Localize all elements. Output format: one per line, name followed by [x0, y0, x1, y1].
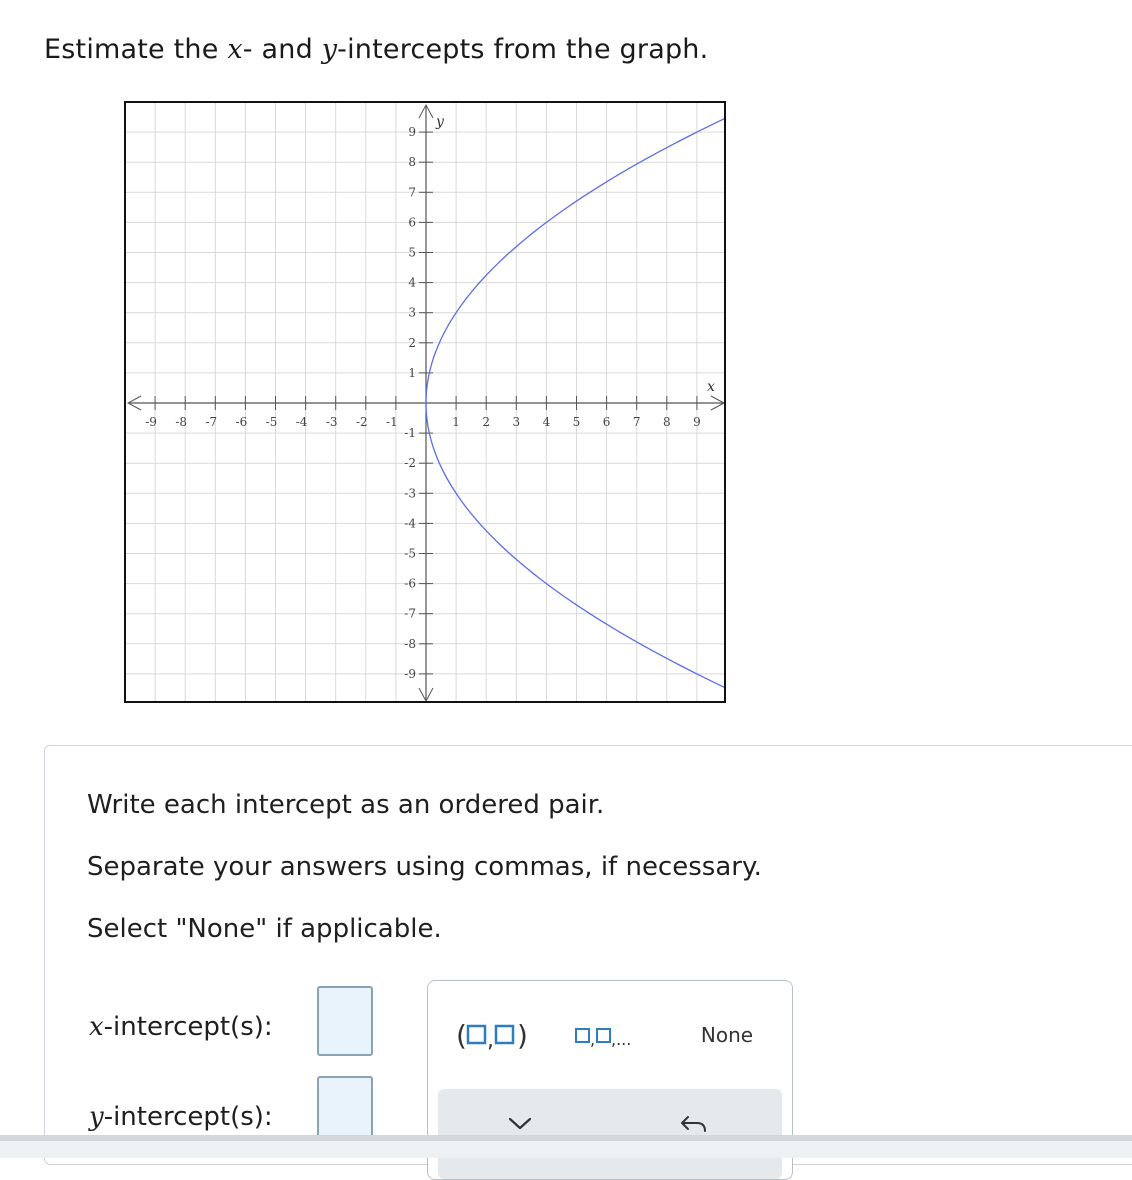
x-tick-label: -2	[355, 415, 368, 429]
x-tick-label: -5	[265, 415, 278, 429]
x-tick-label: -8	[175, 415, 188, 429]
question-suffix: -intercepts from the graph.	[337, 34, 709, 65]
question-middle: - and	[242, 34, 322, 65]
x-tick-label: 9	[693, 415, 701, 429]
x-tick-label: 1	[452, 415, 460, 429]
x-intercept-input[interactable]	[317, 986, 373, 1056]
y-tick-label: 1	[408, 365, 416, 380]
x-intercept-label	[89, 1012, 273, 1042]
y-tick-label: 8	[408, 155, 416, 170]
graph	[124, 101, 726, 703]
y-tick-label: -7	[404, 606, 416, 621]
x-tick-label: 8	[662, 415, 671, 429]
x-tick-label: -7	[205, 415, 218, 429]
y-intercept-label-text: -intercept(s):	[103, 1102, 273, 1132]
y-tick-label: -8	[404, 636, 416, 651]
y-intercept-label	[89, 1102, 273, 1132]
y-tick-label: 9	[408, 125, 416, 140]
x-tick-label: -1	[386, 415, 398, 429]
y-tick-label: -6	[404, 576, 416, 591]
x-tick-label: 7	[632, 415, 641, 429]
question-var-y: y	[321, 34, 338, 65]
svg-text:,...: ,...	[611, 1030, 632, 1049]
question-prefix: Estimate the	[44, 34, 228, 65]
palette-toolbar	[438, 1089, 782, 1179]
y-tick-label: -9	[404, 666, 416, 681]
y-tick-label: 6	[408, 215, 416, 230]
y-tick-label: -5	[404, 546, 416, 561]
list-icon	[570, 1017, 650, 1053]
y-tick-label: 2	[408, 335, 416, 350]
ordered-pair-button[interactable]	[452, 1015, 536, 1055]
y-tick-label: -4	[404, 516, 416, 531]
y-axis-name: y	[436, 114, 444, 130]
y-tick-label: 3	[408, 305, 416, 320]
svg-text:): )	[517, 1019, 528, 1052]
none-button[interactable]: None	[700, 1023, 754, 1047]
svg-text:(: (	[456, 1019, 467, 1052]
instruction-ordered-pair: Write each intercept as an ordered pair.	[87, 790, 605, 820]
x-tick-label: 5	[572, 415, 581, 429]
y-tick-label: -3	[404, 486, 416, 501]
ordered-pair-icon	[454, 1017, 534, 1053]
list-button[interactable]	[568, 1015, 652, 1055]
svg-text:,: ,	[590, 1030, 596, 1049]
x-tick-label: -4	[295, 415, 308, 429]
y-tick-label: 5	[408, 245, 416, 260]
x-tick-label: -6	[235, 415, 248, 429]
y-tick-label: -1	[404, 426, 416, 441]
instruction-none: Select "None" if applicable.	[87, 914, 442, 944]
x-tick-label: 6	[602, 415, 611, 429]
x-tick-label: 3	[512, 415, 521, 429]
x-tick-label: -9	[145, 415, 157, 429]
question-var-x: x	[227, 34, 243, 65]
x-tick-label: -3	[325, 415, 338, 429]
graph-canvas	[125, 102, 726, 703]
x-axis-name: x	[707, 379, 715, 395]
y-tick-label: 7	[408, 185, 416, 200]
bottom-scrollbar[interactable]	[0, 1135, 1132, 1158]
x-tick-label: 2	[482, 415, 491, 429]
svg-text:,: ,	[487, 1028, 494, 1053]
x-intercept-label-text: -intercept(s):	[103, 1012, 273, 1042]
y-tick-label: 4	[408, 275, 416, 290]
instruction-commas: Separate your answers using commas, if necessary.	[87, 852, 762, 882]
question-title	[44, 34, 708, 65]
y-intercept-label-var: y	[89, 1102, 104, 1132]
answer-panel	[44, 745, 1132, 1165]
x-intercept-label-var: x	[89, 1012, 104, 1042]
y-tick-label: -2	[404, 456, 416, 471]
x-tick-label: 4	[542, 415, 551, 429]
